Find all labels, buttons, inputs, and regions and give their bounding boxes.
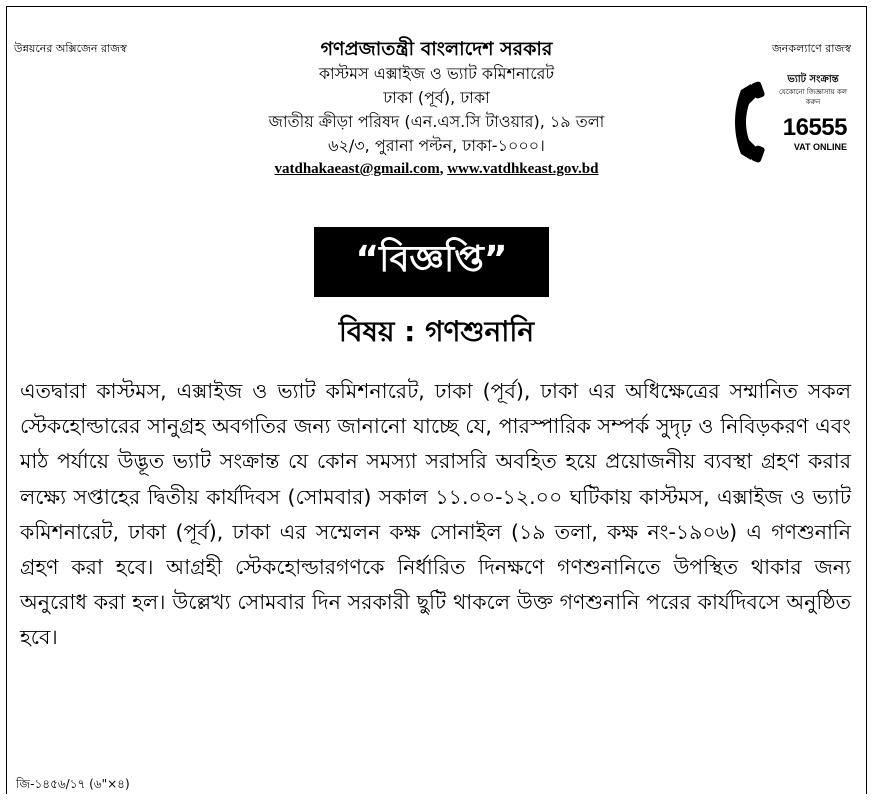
letterhead: [160, 36, 713, 180]
notice-title: “বিজ্ঞপ্তি”: [355, 239, 508, 280]
vat-hotline-subtitle: যেকোনো জিজ্ঞাসায় কল করুন: [779, 88, 847, 106]
vat-hotline-number: 16555: [782, 114, 847, 141]
vat-hotline-badge: [735, 74, 847, 164]
frame-top-border: [6, 6, 867, 7]
frame-right-border: [866, 6, 867, 794]
office-name: কাস্টমস এক্সাইজ ও ভ্যাট কমিশনারেট: [318, 64, 555, 83]
vat-online-label: VAT ONLINE: [793, 142, 847, 152]
office-building: জাতীয় ক্রীড়া পরিষদ (এন.এস.সি টাওয়ার), ১৯ তলা: [268, 112, 605, 131]
notice-title-box: [314, 227, 549, 297]
email-link[interactable]: vatdhakaeast@gmail.com: [274, 161, 440, 177]
contact-links: [160, 158, 713, 180]
footer-code: জি-১৪৫৬/১৭ (৬"×৪): [16, 777, 130, 791]
slogan-right: জনকল্যাণে রাজস্ব: [771, 42, 851, 55]
website-link[interactable]: www.vatdhkeast.gov.bd: [447, 161, 599, 177]
phone-icon: [735, 80, 775, 164]
government-name: গণপ্রজাতন্ত্রী বাংলাদেশ সরকার: [320, 38, 553, 60]
notice-body: এতদ্বারা কাস্টমস, এক্সাইজ ও ভ্যাট কমিশনারেট, ঢাকা (পূর্ব), ঢাকা এর অধিক্ষেত্রের সম্মানিত সকল স্টেকহোল্ডারের সানুগ্রহ অবগতির জন্য জানানো যাচ্ছে যে, পারস্পারিক সম্পর্ক সুদৃঢ় ও নিবিড়করণ এবং মাঠ পর্যায়ে উদ্ভূত ভ্যাট সংক্রান্ত যে কোন সমস্যা সরাসরি অবহিত হয়ে প্রয়োজনীয় ব্যবস্থা গ্রহণ করার লক্ষ্যে সপ্তাহের দ্বিতীয় কার্যদিবস (সোমবার) সকাল ১১.০০-১২.০০ ঘটিকায় কাস্টমস, এক্সাইজ ও ভ্যাট কমিশনারেট, ঢাকা (পূর্ব), ঢাকা এর সম্মেলন কক্ষ সোনাইল (১৯ তলা, কক্ষ নং-১৯০৬) এ গণশুনানি গ্রহণ করা হবে। আগ্রহী স্টেকহোল্ডারগণকে নির্ধারিত দিনক্ষণে গণশুনানিতে উপস্থিত থাকার জন্য অনুরোধ করা হল। উল্লেখ্য সোমবার দিন সরকারী ছুটি থাকলে উক্ত গণশুনানি পরের কার্যদিবসে অনুষ্ঠিত হবে।: [20, 379, 851, 650]
slogan-left: উন্নয়নের অক্সিজেন রাজস্ব: [14, 42, 127, 55]
link-separator: ,: [439, 161, 444, 177]
office-city: ঢাকা (পূর্ব), ঢাকা: [383, 88, 490, 107]
office-address: ৬২/৩, পুরানা পল্টন, ঢাকা-১০০০।: [328, 136, 545, 155]
frame-left-border: [6, 6, 7, 794]
notice-subject: বিষয় : গণশুনানি: [338, 315, 535, 348]
vat-hotline-title: ভ্যাট সংক্রান্ত: [787, 74, 839, 85]
